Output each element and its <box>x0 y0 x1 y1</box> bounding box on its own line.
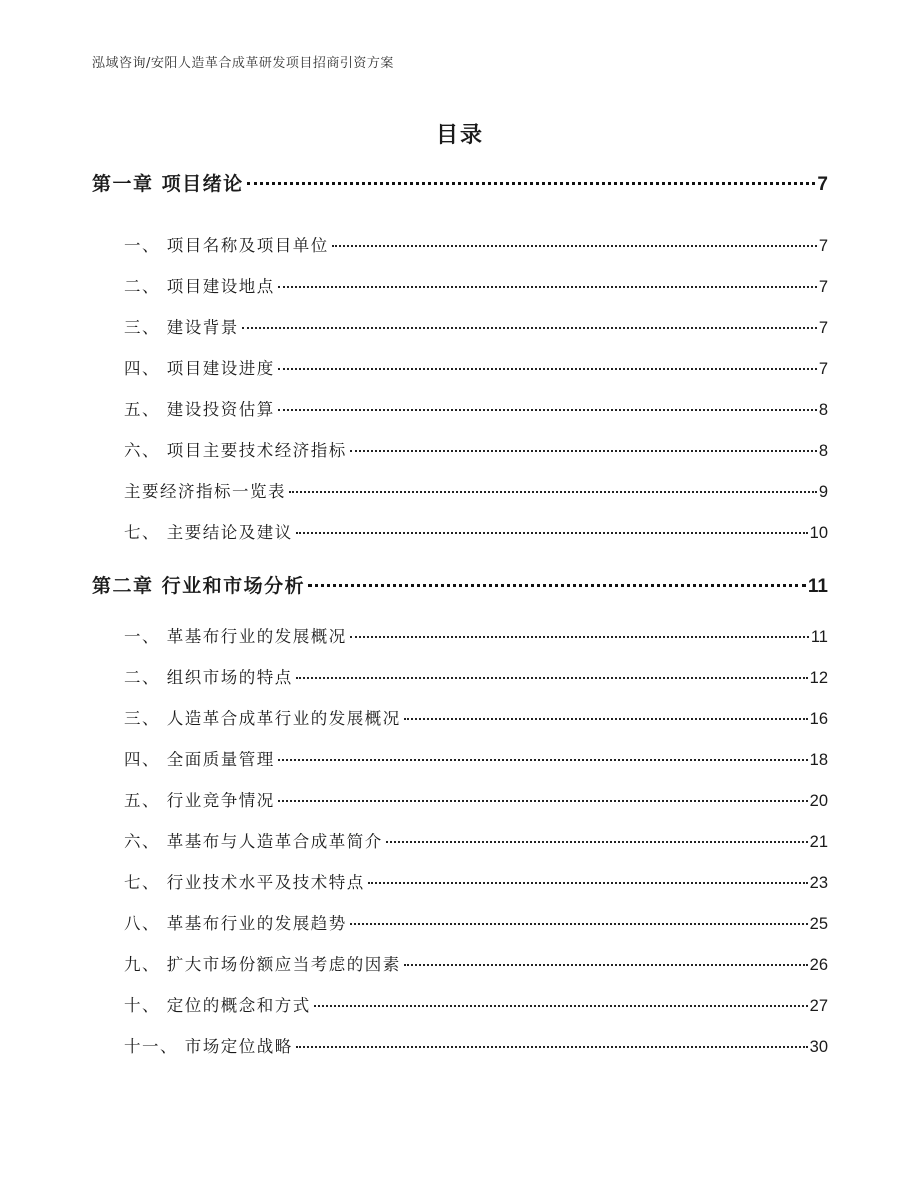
toc-dot-leader <box>314 1005 808 1007</box>
toc-page-number: 11 <box>810 628 828 646</box>
toc-page-number: 26 <box>809 956 828 974</box>
toc-page-number: 7 <box>818 237 828 255</box>
toc-entry-label: 五、 建设投资估算 <box>124 400 275 419</box>
toc-dot-leader <box>350 450 817 452</box>
toc-entry-label: 四、 全面质量管理 <box>124 750 275 769</box>
toc-dot-leader <box>296 532 808 534</box>
toc-page-number: 21 <box>809 833 828 851</box>
toc-section-entry[interactable] <box>124 396 828 420</box>
toc-entry-label: 三、 人造革合成革行业的发展概况 <box>124 709 401 728</box>
toc-entry-label: 第二章 行业和市场分析 <box>92 575 306 597</box>
toc-entry-label: 一、 革基布行业的发展概况 <box>124 627 347 646</box>
toc-page-number: 23 <box>809 874 828 892</box>
toc-dot-leader <box>278 759 808 761</box>
toc-entry-label: 六、 项目主要技术经济指标 <box>124 441 347 460</box>
toc-dot-leader <box>404 964 808 966</box>
toc-section-entry[interactable] <box>124 705 828 729</box>
toc-entry-label: 第一章 项目绪论 <box>92 173 244 195</box>
toc-page-number: 8 <box>818 401 828 419</box>
toc-section-entry[interactable] <box>124 623 828 647</box>
toc-entry-label: 六、 革基布与人造革合成革简介 <box>124 832 383 851</box>
toc-dot-leader <box>278 409 817 411</box>
toc-entry-label: 一、 项目名称及项目单位 <box>124 236 329 255</box>
toc-dot-leader <box>404 718 808 720</box>
toc-page-number: 27 <box>809 997 828 1015</box>
toc-section-entry[interactable] <box>124 355 828 379</box>
toc-entry-label: 九、 扩大市场份额应当考虑的因素 <box>124 955 401 974</box>
toc-section-entry[interactable] <box>124 951 828 975</box>
toc-section-entry[interactable] <box>124 478 828 502</box>
header-rule <box>92 76 828 77</box>
toc-dot-leader <box>289 491 817 493</box>
toc-entry-label: 十一、 市场定位战略 <box>124 1037 293 1056</box>
toc-section-entry[interactable] <box>124 787 828 811</box>
toc-page-number: 7 <box>818 360 828 378</box>
toc-page-number: 10 <box>809 524 828 542</box>
toc-section-entry[interactable] <box>124 869 828 893</box>
toc-page-number: 20 <box>809 792 828 810</box>
toc-section-entry[interactable] <box>124 437 828 461</box>
page-header: 泓域咨询/安阳人造革合成革研发项目招商引资方案 <box>92 56 394 71</box>
toc-section-entry[interactable] <box>124 746 828 770</box>
toc-section-entry[interactable] <box>124 519 828 543</box>
toc-page-number: 12 <box>809 669 828 687</box>
toc-entry-label: 七、 主要结论及建议 <box>124 523 293 542</box>
toc-dot-leader <box>247 182 816 185</box>
toc-dot-leader <box>308 584 806 587</box>
toc-dot-leader <box>350 636 809 638</box>
toc-page-number: 9 <box>818 483 828 501</box>
toc-chapter-entry[interactable] <box>92 571 828 598</box>
toc-entry-label: 主要经济指标一览表 <box>124 482 286 501</box>
toc-page-number: 25 <box>809 915 828 933</box>
toc-dot-leader <box>350 923 808 925</box>
toc-dot-leader <box>296 677 808 679</box>
toc-entry-label: 三、 建设背景 <box>124 318 239 337</box>
toc-dot-leader <box>278 286 817 288</box>
toc-entry-label: 二、 组织市场的特点 <box>124 668 293 687</box>
toc-page-number: 8 <box>818 442 828 460</box>
toc-section-entry[interactable] <box>124 992 828 1016</box>
toc-dot-leader <box>368 882 808 884</box>
toc-section-entry[interactable] <box>124 664 828 688</box>
toc-dot-leader <box>278 800 808 802</box>
toc-entry-label: 四、 项目建设进度 <box>124 359 275 378</box>
toc-dot-leader <box>296 1046 808 1048</box>
toc-dot-leader <box>332 245 817 247</box>
toc-entry-label: 十、 定位的概念和方式 <box>124 996 311 1015</box>
toc-dot-leader <box>278 368 817 370</box>
toc-page-number: 16 <box>809 710 828 728</box>
toc-section-entry[interactable] <box>124 910 828 934</box>
toc-entry-label: 八、 革基布行业的发展趋势 <box>124 914 347 933</box>
toc-section-entry[interactable] <box>124 273 828 297</box>
toc-title: 目录 <box>435 123 484 148</box>
toc-section-entry[interactable] <box>124 314 828 338</box>
toc-entry-label: 二、 项目建设地点 <box>124 277 275 296</box>
toc-section-entry[interactable] <box>124 828 828 852</box>
toc-page-number: 7 <box>817 174 828 195</box>
toc-entry-label: 五、 行业竞争情况 <box>124 791 275 810</box>
toc-chapter-entry[interactable] <box>92 169 828 196</box>
toc-page-number: 18 <box>809 751 828 769</box>
toc-page-number: 30 <box>809 1038 828 1056</box>
toc-dot-leader <box>242 327 817 329</box>
toc-entry-label: 七、 行业技术水平及技术特点 <box>124 873 365 892</box>
toc-section-entry[interactable] <box>124 1033 828 1057</box>
toc-section-entry[interactable] <box>124 232 828 256</box>
toc-dot-leader <box>386 841 808 843</box>
toc-page-number: 7 <box>818 278 828 296</box>
toc-page-number: 11 <box>807 576 828 597</box>
toc-page-number: 7 <box>818 319 828 337</box>
